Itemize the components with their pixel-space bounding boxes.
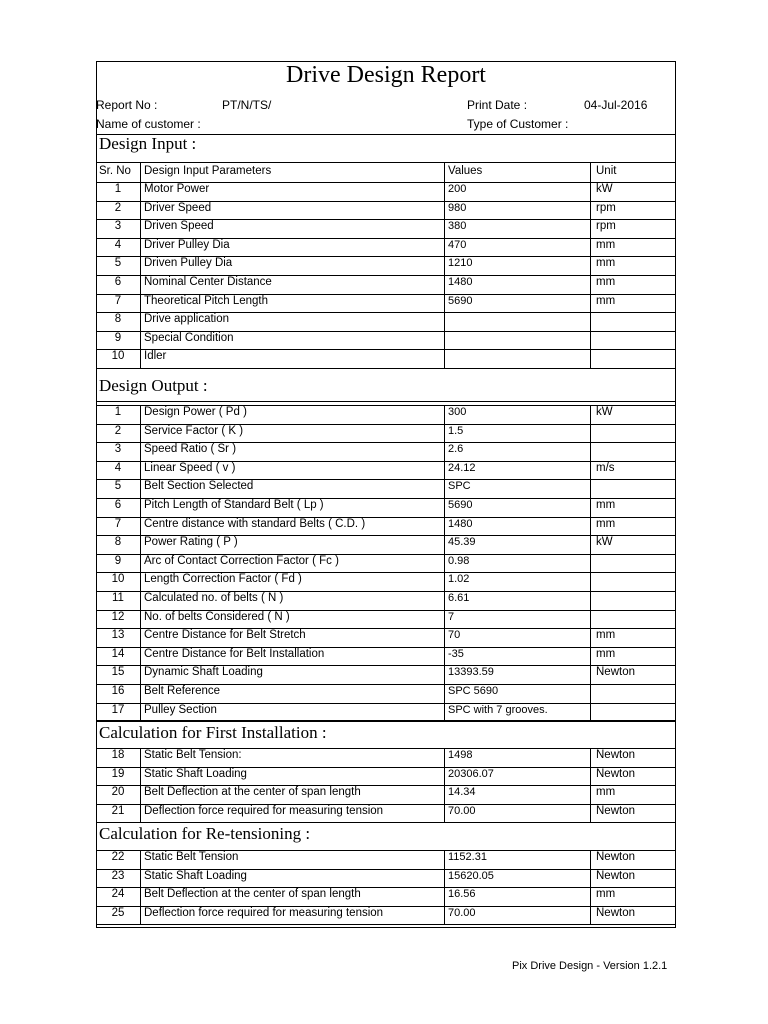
row-sr-no: 8 xyxy=(114,536,122,549)
row-unit: kW xyxy=(596,183,613,195)
row-unit: rpm xyxy=(596,201,616,214)
row-sr-no: 18 xyxy=(111,749,125,761)
row-parameter: Length Correction Factor ( Fd ) xyxy=(144,573,302,586)
row-parameter: Static Shaft Loading xyxy=(144,869,247,882)
row-value: SPC xyxy=(448,480,471,493)
row-value: -35 xyxy=(448,647,464,660)
row-parameter: Nominal Center Distance xyxy=(144,276,272,288)
grid-vline xyxy=(444,162,445,182)
row-sr-no: 8 xyxy=(114,313,122,326)
customer-name-label: Name of customer : xyxy=(96,117,201,131)
grid-hline xyxy=(96,924,676,925)
report-no-value: PT/N/TS/ xyxy=(222,98,272,112)
row-unit: mm xyxy=(596,294,616,307)
row-parameter: Static Belt Tension: xyxy=(144,749,242,761)
row-parameter: Pitch Length of Standard Belt ( Lp ) xyxy=(144,499,324,511)
row-value: 380 xyxy=(448,220,467,233)
row-value: 300 xyxy=(448,406,467,418)
row-parameter: Deflection force required for measuring tension xyxy=(144,804,384,817)
row-parameter: Motor Power xyxy=(144,183,210,195)
row-sr-no: 2 xyxy=(114,201,122,214)
row-sr-no: 21 xyxy=(111,804,125,817)
grid-vline xyxy=(444,748,445,822)
print-date-label: Print Date : xyxy=(467,98,528,112)
row-sr-no: 9 xyxy=(114,554,122,567)
grid-vline xyxy=(444,850,445,924)
row-parameter: Driven Speed xyxy=(144,220,214,233)
grid-vline xyxy=(590,182,591,368)
row-parameter: Pulley Section xyxy=(144,703,217,716)
row-value: 1210 xyxy=(448,257,473,270)
row-value: 70.00 xyxy=(448,906,476,919)
row-unit: mm xyxy=(596,517,616,530)
row-value: 1498 xyxy=(448,749,473,761)
row-value: 1.5 xyxy=(448,424,464,437)
row-parameter: Drive application xyxy=(144,313,230,326)
section-first-installation: Calculation for First Installation : xyxy=(99,723,327,742)
grid-hline xyxy=(96,822,676,823)
row-sr-no: 7 xyxy=(114,294,122,307)
row-value: 470 xyxy=(448,238,467,251)
row-sr-no: 2 xyxy=(114,424,122,437)
report-title: Drive Design Report xyxy=(286,62,486,88)
header-parameters: Design Input Parameters xyxy=(144,165,272,177)
row-unit: kW xyxy=(596,536,613,549)
grid-vline xyxy=(140,850,141,924)
row-sr-no: 6 xyxy=(114,499,122,511)
row-parameter: Belt Section Selected xyxy=(144,480,254,493)
row-value: 20306.07 xyxy=(448,767,494,780)
row-unit: Newton xyxy=(596,869,635,882)
grid-hline xyxy=(96,61,676,62)
grid-hline xyxy=(96,927,676,928)
row-sr-no: 5 xyxy=(114,257,122,270)
row-sr-no: 4 xyxy=(114,238,122,251)
header-sr-no: Sr. No xyxy=(99,165,131,177)
grid-vline xyxy=(140,405,141,721)
customer-type-label: Type of Customer : xyxy=(467,117,569,131)
row-unit: Newton xyxy=(596,804,635,817)
row-unit: Newton xyxy=(596,906,635,919)
row-sr-no: 14 xyxy=(111,647,125,660)
row-sr-no: 10 xyxy=(111,350,125,363)
row-value: 1.02 xyxy=(448,573,470,586)
row-unit: Newton xyxy=(596,749,635,761)
section-design-input: Design Input : xyxy=(99,134,197,153)
row-value: 15620.05 xyxy=(448,869,494,882)
row-parameter: Linear Speed ( v ) xyxy=(144,461,236,474)
row-unit: mm xyxy=(596,647,616,660)
row-sr-no: 12 xyxy=(111,610,125,623)
row-parameter: Belt Deflection at the center of span length xyxy=(144,888,361,901)
grid-vline xyxy=(140,748,141,822)
row-sr-no: 17 xyxy=(111,703,125,716)
row-value: 24.12 xyxy=(448,461,476,474)
row-sr-no: 20 xyxy=(111,786,125,799)
grid-hline xyxy=(96,401,676,402)
row-unit: Newton xyxy=(596,767,635,780)
row-sr-no: 19 xyxy=(111,767,125,780)
row-parameter: Belt Reference xyxy=(144,685,221,697)
row-parameter: Driven Pulley Dia xyxy=(144,257,233,270)
row-sr-no: 15 xyxy=(111,666,125,679)
row-unit: kW xyxy=(596,406,613,418)
row-sr-no: 3 xyxy=(114,443,122,456)
row-parameter: Centre distance with standard Belts ( C.D. ) xyxy=(144,517,366,530)
section-design-output: Design Output : xyxy=(99,376,208,395)
grid-hline xyxy=(96,349,676,350)
row-parameter: Dynamic Shaft Loading xyxy=(144,666,263,679)
row-sr-no: 11 xyxy=(112,592,124,604)
row-unit: Newton xyxy=(596,851,635,863)
row-value: 16.56 xyxy=(448,888,476,901)
row-value: 980 xyxy=(448,201,467,214)
row-parameter: No. of belts Considered ( N ) xyxy=(144,610,290,623)
row-parameter: Belt Deflection at the center of span length xyxy=(144,786,361,799)
row-parameter: Centre Distance for Belt Stretch xyxy=(144,629,306,642)
row-value: 200 xyxy=(448,183,467,195)
row-sr-no: 13 xyxy=(111,629,125,642)
row-value: 1480 xyxy=(448,276,473,288)
row-sr-no: 3 xyxy=(114,220,122,233)
print-date-value: 04-Jul-2016 xyxy=(584,98,648,112)
row-sr-no: 23 xyxy=(111,869,125,882)
row-value: 7 xyxy=(448,610,455,623)
row-unit: mm xyxy=(596,629,616,642)
row-value: 6.61 xyxy=(448,592,470,604)
row-sr-no: 5 xyxy=(114,480,122,493)
version-footer: Pix Drive Design - Version 1.2.1 xyxy=(512,960,668,972)
row-parameter: Static Belt Tension xyxy=(144,851,239,863)
row-parameter: Deflection force required for measuring tension xyxy=(144,906,384,919)
grid-vline xyxy=(590,748,591,822)
row-sr-no: 1 xyxy=(114,183,122,195)
grid-vline xyxy=(444,405,445,721)
row-unit: mm xyxy=(596,499,616,511)
row-unit: mm xyxy=(596,786,616,799)
grid-vline xyxy=(590,162,591,182)
row-sr-no: 7 xyxy=(114,517,122,530)
grid-hline xyxy=(96,721,676,722)
row-sr-no: 22 xyxy=(111,851,125,863)
row-unit: rpm xyxy=(596,220,616,233)
row-value: SPC with 7 grooves. xyxy=(448,703,548,716)
row-value: 14.34 xyxy=(448,786,476,799)
row-value: 5690 xyxy=(448,499,473,511)
grid-hline xyxy=(96,162,676,163)
row-value: 70.00 xyxy=(448,804,476,817)
row-sr-no: 24 xyxy=(111,888,125,901)
row-parameter: Calculated no. of belts ( N ) xyxy=(144,592,284,604)
row-unit: mm xyxy=(596,257,616,270)
row-parameter: Idler xyxy=(144,350,167,363)
row-parameter: Theoretical Pitch Length xyxy=(144,294,269,307)
row-value: 0.98 xyxy=(448,554,470,567)
row-parameter: Design Power ( Pd ) xyxy=(144,406,247,418)
grid-hline xyxy=(96,368,676,369)
row-value: SPC 5690 xyxy=(448,685,499,697)
row-parameter: Driver Pulley Dia xyxy=(144,238,230,251)
header-values: Values xyxy=(448,165,483,177)
row-unit: mm xyxy=(596,238,616,251)
row-parameter: Driver Speed xyxy=(144,201,212,214)
row-parameter: Special Condition xyxy=(144,331,234,344)
row-parameter: Centre Distance for Belt Installation xyxy=(144,647,325,660)
row-parameter: Arc of Contact Correction Factor ( Fc ) xyxy=(144,554,339,567)
row-value: 1480 xyxy=(448,517,473,530)
grid-vline xyxy=(140,162,141,182)
row-sr-no: 6 xyxy=(114,276,122,288)
report-no-label: Report No : xyxy=(96,98,158,112)
row-sr-no: 4 xyxy=(114,461,122,474)
row-sr-no: 10 xyxy=(111,573,125,586)
row-sr-no: 9 xyxy=(114,331,122,344)
row-value: 1152.31 xyxy=(448,851,487,863)
grid-vline xyxy=(140,182,141,368)
row-unit: mm xyxy=(596,888,616,901)
section-retensioning: Calculation for Re-tensioning : xyxy=(99,824,311,843)
row-unit: m/s xyxy=(596,461,615,474)
grid-vline xyxy=(590,405,591,721)
row-sr-no: 1 xyxy=(114,406,122,418)
row-sr-no: 25 xyxy=(111,906,125,919)
grid-vline xyxy=(590,850,591,924)
row-parameter: Service Factor ( K ) xyxy=(144,424,244,437)
row-unit: Newton xyxy=(596,666,635,679)
grid-hline xyxy=(96,134,676,135)
row-parameter: Power Rating ( P ) xyxy=(144,536,238,549)
row-parameter: Static Shaft Loading xyxy=(144,767,247,780)
header-unit: Unit xyxy=(596,165,617,177)
row-value: 70 xyxy=(448,629,461,642)
row-value: 13393.59 xyxy=(448,666,494,679)
row-sr-no: 16 xyxy=(111,685,125,697)
row-unit: mm xyxy=(596,276,616,288)
row-parameter: Speed Ratio ( Sr ) xyxy=(144,443,237,456)
row-value: 2.6 xyxy=(448,443,464,456)
row-value: 45.39 xyxy=(448,536,476,549)
grid-vline xyxy=(444,182,445,368)
row-value: 5690 xyxy=(448,294,473,307)
